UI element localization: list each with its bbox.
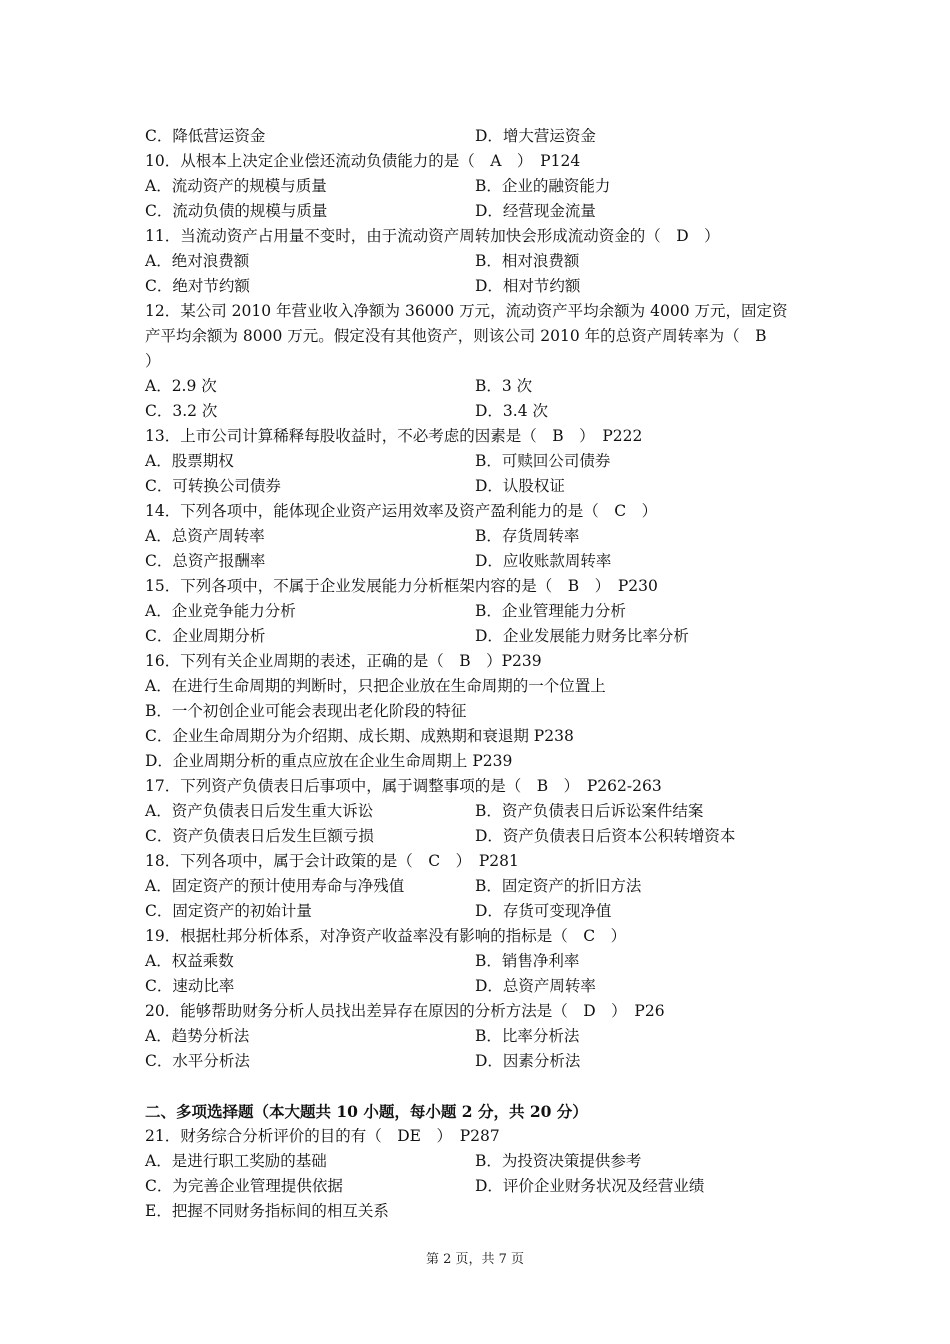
option-right: B．固定资产的折旧方法 xyxy=(475,877,642,895)
question-line: 14．下列各项中，能体现企业资产运用效率及资产盈利能力的是（ C ） xyxy=(145,502,658,520)
option-right: D．因素分析法 xyxy=(475,1052,581,1070)
option-left: C．水平分析法 xyxy=(145,1052,250,1070)
option-right: D．评价企业财务状况及经营业绩 xyxy=(475,1177,705,1195)
section-heading: 二、多项选择题（本大题共 10 小题，每小题 2 分，共 20 分） xyxy=(145,1102,588,1121)
option-right: D．存货可变现净值 xyxy=(475,902,612,920)
question-line: 21．财务综合分析评价的目的有（ DE ） P287 xyxy=(145,1127,500,1145)
option-left: A．是进行职工奖励的基础 xyxy=(145,1152,327,1170)
option-right: B．比率分析法 xyxy=(475,1027,580,1045)
option-left: C．速动比率 xyxy=(145,977,235,995)
option-right: B．销售净利率 xyxy=(475,952,580,970)
question-line: 20．能够帮助财务分析人员找出差异存在原因的分析方法是（ D ） P26 xyxy=(145,1002,665,1020)
option-right: D．总资产周转率 xyxy=(475,977,596,995)
question-line: 11．当流动资产占用量不变时，由于流动资产周转加快会形成流动资金的（ D ） xyxy=(145,227,720,245)
question-line: 13．上市公司计算稀释每股收益时，不必考虑的因素是（ B ） P222 xyxy=(145,427,643,445)
question-line: E．把握不同财务指标间的相互关系 xyxy=(145,1202,389,1220)
option-left: C．流动负债的规模与质量 xyxy=(145,202,328,220)
option-row xyxy=(145,874,815,899)
option-right: B．企业管理能力分析 xyxy=(475,602,626,620)
document-body xyxy=(145,124,815,1224)
question-line: A．在进行生命周期的判断时，只把企业放在生命周期的一个位置上 xyxy=(145,677,606,695)
question-line: 18．下列各项中，属于会计政策的是（ C ） P281 xyxy=(145,852,519,870)
option-row xyxy=(145,599,815,624)
option-left: C．总资产报酬率 xyxy=(145,552,266,570)
question-line: 17．下列资产负债表日后事项中，属于调整事项的是（ B ） P262-263 xyxy=(145,777,662,795)
option-row xyxy=(145,449,815,474)
question-line: 10．从根本上决定企业偿还流动负债能力的是（ A ） P124 xyxy=(145,152,581,170)
option-row xyxy=(145,174,815,199)
option-right: D．认股权证 xyxy=(475,477,565,495)
option-right: D．资产负债表日后资本公积转增资本 xyxy=(475,827,736,845)
option-row xyxy=(145,949,815,974)
option-row xyxy=(145,624,815,649)
option-row xyxy=(145,1174,815,1199)
option-row xyxy=(145,824,815,849)
option-left: A．趋势分析法 xyxy=(145,1027,250,1045)
option-row xyxy=(145,524,815,549)
option-left: A．企业竞争能力分析 xyxy=(145,602,296,620)
option-right: B．3 次 xyxy=(475,377,533,395)
option-row xyxy=(145,799,815,824)
option-row xyxy=(145,1024,815,1049)
option-left: A．2.9 次 xyxy=(145,377,217,395)
option-row xyxy=(145,124,815,149)
option-left: A．权益乘数 xyxy=(145,952,234,970)
option-row xyxy=(145,1149,815,1174)
option-left: C．企业周期分析 xyxy=(145,627,266,645)
question-line: 16．下列有关企业周期的表述，正确的是（ B ）P239 xyxy=(145,652,542,670)
question-line: D．企业周期分析的重点应放在企业生命周期上 P239 xyxy=(145,752,513,770)
option-row xyxy=(145,549,815,574)
option-left: C．可转换公司债券 xyxy=(145,477,281,495)
option-left: C．资产负债表日后发生巨额亏损 xyxy=(145,827,374,845)
option-right: B．企业的融资能力 xyxy=(475,177,611,195)
page-footer: 第 2 页，共 7 页 xyxy=(425,1252,525,1267)
option-right: D．应收账款周转率 xyxy=(475,552,612,570)
option-left: A．资产负债表日后发生重大诉讼 xyxy=(145,802,374,820)
option-left: A．流动资产的规模与质量 xyxy=(145,177,327,195)
option-row xyxy=(145,274,815,299)
option-right: D．经营现金流量 xyxy=(475,202,596,220)
option-row xyxy=(145,399,815,424)
blank-line xyxy=(145,1074,815,1099)
question-line: 19．根据杜邦分析体系，对净资产收益率没有影响的指标是（ C ） xyxy=(145,927,627,945)
question-line: 15．下列各项中，不属于企业发展能力分析框架内容的是（ B ） P230 xyxy=(145,577,658,595)
option-right: B．为投资决策提供参考 xyxy=(475,1152,642,1170)
option-right: D．增大营运资金 xyxy=(475,127,596,145)
option-left: A．股票期权 xyxy=(145,452,234,470)
question-line: 产平均余额为 8000 万元。假定没有其他资产，则该公司 2010 年的总资产周转率为（ B xyxy=(145,327,767,345)
option-left: C．为完善企业管理提供依据 xyxy=(145,1177,343,1195)
option-right: B．可赎回公司债券 xyxy=(475,452,611,470)
question-line: ） xyxy=(145,352,161,370)
option-right: D．3.4 次 xyxy=(475,402,549,420)
option-right: B．相对浪费额 xyxy=(475,252,580,270)
option-row xyxy=(145,374,815,399)
question-line: C．企业生命周期分为介绍期、成长期、成熟期和衰退期 P238 xyxy=(145,727,574,745)
option-row xyxy=(145,974,815,999)
option-row xyxy=(145,249,815,274)
option-left: C．降低营运资金 xyxy=(145,127,266,145)
option-left: A．总资产周转率 xyxy=(145,527,265,545)
option-row xyxy=(145,1049,815,1074)
option-right: D．相对节约额 xyxy=(475,277,581,295)
option-left: C．3.2 次 xyxy=(145,402,218,420)
option-right: B．资产负债表日后诉讼案件结案 xyxy=(475,802,704,820)
option-right: B．存货周转率 xyxy=(475,527,580,545)
option-left: A．固定资产的预计使用寿命与净残值 xyxy=(145,877,405,895)
option-left: A．绝对浪费额 xyxy=(145,252,250,270)
option-row xyxy=(145,199,815,224)
option-left: C．绝对节约额 xyxy=(145,277,250,295)
option-left: C．固定资产的初始计量 xyxy=(145,902,312,920)
option-row xyxy=(145,474,815,499)
option-row xyxy=(145,899,815,924)
option-right: D．企业发展能力财务比率分析 xyxy=(475,627,689,645)
question-line: 12．某公司 2010 年营业收入净额为 36000 万元，流动资产平均余额为 4000 万元，固定资 xyxy=(145,302,788,320)
question-line: B．一个初创企业可能会表现出老化阶段的特征 xyxy=(145,702,467,720)
